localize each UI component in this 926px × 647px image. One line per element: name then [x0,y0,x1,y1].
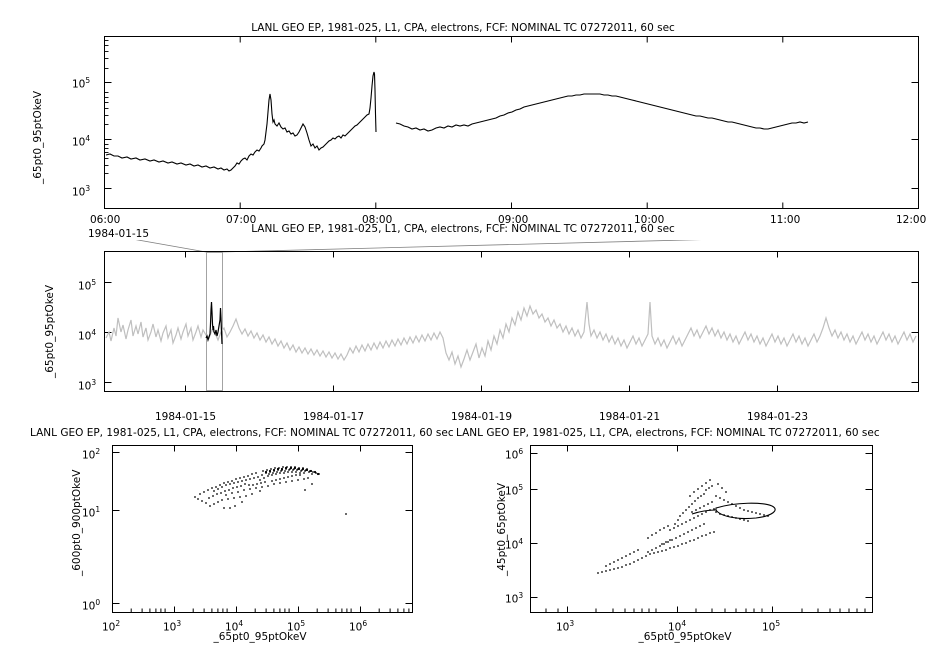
br-xtick-1e4: $10^4$ [668,619,687,634]
bottom-right-panel-title: LANL GEO EP, 1981-025, L1, CPA, electrons, FCF: NOMINAL TC 07272011, 60 sec [456,427,880,439]
bl-ytick-1e2: $10^2$ [82,447,101,462]
br-ytick-1e5: $10^5$ [505,483,524,498]
middle-ytick-1e4: $10^4$ [78,328,97,343]
bottom-left-ylabel: _600pt0_900ptOkeV [71,469,83,576]
middle-xtick-0121: 1984-01-21 [599,411,661,423]
middle-panel-title: LANL GEO EP, 1981-025, L1, CPA, electrons, FCF: NOMINAL TC 07272011, 60 sec [251,223,675,235]
middle-xtick-0123: 1984-01-23 [747,411,809,423]
top-xtick-0600: 06:00 [90,214,121,226]
middle-xtick-0119: 1984-01-19 [451,411,513,423]
top-xtick-0900: 09:00 [498,214,529,226]
bl-xtick-1e3: $10^3$ [163,619,182,634]
middle-ytick-1e3: $10^3$ [78,378,97,393]
top-panel-date-label: 1984-01-15 [88,228,150,240]
middle-panel-ylabel: _65pt0_95ptOkeV [44,284,56,378]
bl-ytick-1e0: $10^0$ [82,598,101,613]
middle-ytick-1e5: $10^5$ [78,278,97,293]
top-ytick-1e5: $10^5$ [72,76,91,91]
bottom-right-plot [520,440,920,620]
br-ytick-1e6: $10^6$ [505,447,524,462]
br-xtick-1e3: $10^3$ [556,619,575,634]
bl-xtick-1e5: $10^5$ [287,619,306,634]
bottom-left-plot [100,440,520,620]
bl-xtick-1e2: $10^2$ [102,619,121,634]
br-ytick-1e4: $10^4$ [505,537,524,552]
top-panel-ylabel: _65pt0_95ptOkeV [32,90,44,184]
middle-xtick-0115: 1984-01-15 [155,411,217,423]
top-panel-title: LANL GEO EP, 1981-025, L1, CPA, electrons, FCF: NOMINAL TC 07272011, 60 sec [251,22,675,34]
top-xtick-1200: 12:00 [896,214,926,226]
middle-panel-plot [0,240,926,410]
top-xtick-1000: 10:00 [634,214,665,226]
top-panel-plot [0,28,926,238]
bl-xtick-1e6: $10^6$ [349,619,368,634]
bottom-left-panel-title: LANL GEO EP, 1981-025, L1, CPA, electrons, FCF: NOMINAL TC 07272011, 60 sec [30,427,454,439]
top-ytick-1e4: $10^4$ [72,134,91,149]
bl-ytick-1e1: $10^1$ [82,505,101,520]
br-ytick-1e3: $10^3$ [505,591,524,606]
middle-xtick-0117: 1984-01-17 [303,411,365,423]
bottom-left-xlabel: _65pt0_95ptOkeV [213,631,307,643]
hysteresis-loop [716,503,775,518]
bl-xtick-1e4: $10^4$ [225,619,244,634]
top-ytick-1e3: $10^3$ [72,184,91,199]
top-xtick-0800: 08:00 [362,214,393,226]
bottom-right-xlabel: _65pt0_95ptOkeV [638,631,732,643]
bottom-right-ylabel: _45pt0_65ptOkeV [496,482,508,576]
br-xtick-1e5: $10^5$ [762,619,781,634]
top-xtick-1100: 11:00 [770,214,801,226]
top-xtick-0700: 07:00 [226,214,257,226]
